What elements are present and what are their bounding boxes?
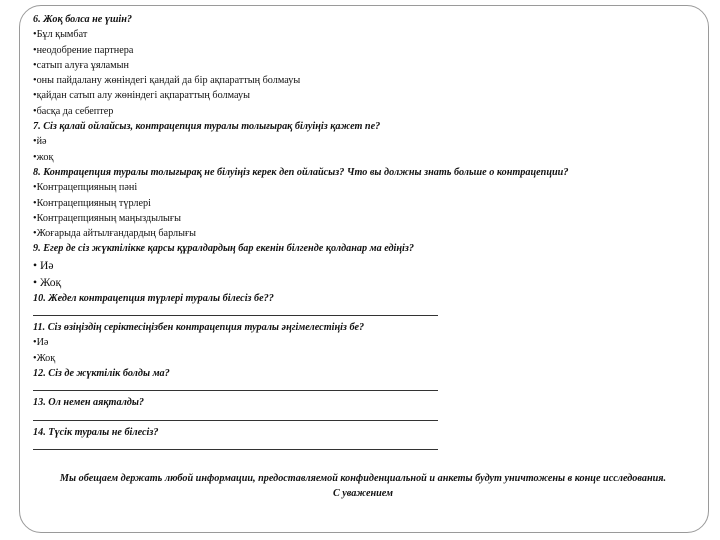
q8-option-3[interactable]: •Контрацепцияның маңыздылығы bbox=[33, 212, 181, 224]
q10-answer-line[interactable] bbox=[33, 306, 438, 316]
q14-answer-line[interactable] bbox=[33, 440, 438, 450]
q11-option-no[interactable]: •Жоқ bbox=[33, 352, 56, 364]
question-8: 8. Контрацепция туралы толығырақ не білуіңіз керек деп ойлайсыз? Что вы должны знать больше о контрацепции? bbox=[33, 166, 569, 178]
q13-answer-line[interactable] bbox=[33, 411, 438, 421]
q6-option-1[interactable]: •Бұл қымбат bbox=[33, 29, 88, 41]
question-14: 14. Түсік туралы не білесіз? bbox=[33, 426, 159, 438]
confidentiality-note: Мы обещаем держать любой информации, предоставляемой конфиденциальной и анкеты будут уничтожены в конце исследования. bbox=[59, 473, 667, 484]
q12-answer-line[interactable] bbox=[33, 381, 438, 391]
q6-option-6[interactable]: •басқа да себептер bbox=[33, 105, 114, 117]
q7-option-yes[interactable]: •йә bbox=[33, 136, 47, 148]
footer bbox=[33, 471, 693, 502]
q6-option-4[interactable]: •оны пайдалану жөніндегі қандай да бір ақпараттың болмауы bbox=[33, 75, 301, 87]
question-9: 9. Егер де сіз жүктілікке қарсы құралдардың бар екенін білгенде қолданар ма едіңіз? bbox=[33, 243, 414, 255]
question-7: 7. Сіз қалай ойлайсыз, контрацепция туралы толығырақ білуіңіз қажет пе? bbox=[33, 121, 381, 133]
question-6: 6. Жоқ болса не үшін? bbox=[33, 14, 133, 25]
question-11: 11. Сіз өзіңіздің серіктесіңізбен контрацепция туралы әңгімелестіңіз бе? bbox=[33, 322, 365, 334]
q6-option-2[interactable]: •неодобрение партнера bbox=[33, 44, 134, 56]
q11-option-yes[interactable]: •Иә bbox=[33, 337, 49, 349]
q8-option-2[interactable]: •Контрацепцияның түрлері bbox=[33, 197, 151, 209]
question-13: 13. Ол немен аяқталды? bbox=[33, 397, 145, 409]
q7-option-no[interactable]: •жоқ bbox=[33, 151, 54, 163]
question-12: 12. Сіз де жүктілік болды ма? bbox=[33, 367, 170, 379]
question-10: 10. Жедел контрацепция түрлері туралы білесіз бе?? bbox=[33, 292, 274, 304]
closing-line: С уважением bbox=[332, 488, 394, 500]
questionnaire bbox=[33, 12, 683, 454]
q9-option-no[interactable]: • Жоқ bbox=[33, 275, 62, 289]
q8-option-4[interactable]: •Жоғарыда айтылғандардың барлығы bbox=[33, 228, 196, 240]
q8-option-1[interactable]: •Контрацепцияның пәні bbox=[33, 182, 138, 194]
q6-option-3[interactable]: •сатып алуға ұяламын bbox=[33, 59, 129, 71]
q6-option-5[interactable]: •қайдан сатып алу жөніндегі ақпараттың болмауы bbox=[33, 90, 250, 102]
q9-option-yes[interactable]: • Иә bbox=[33, 258, 54, 272]
